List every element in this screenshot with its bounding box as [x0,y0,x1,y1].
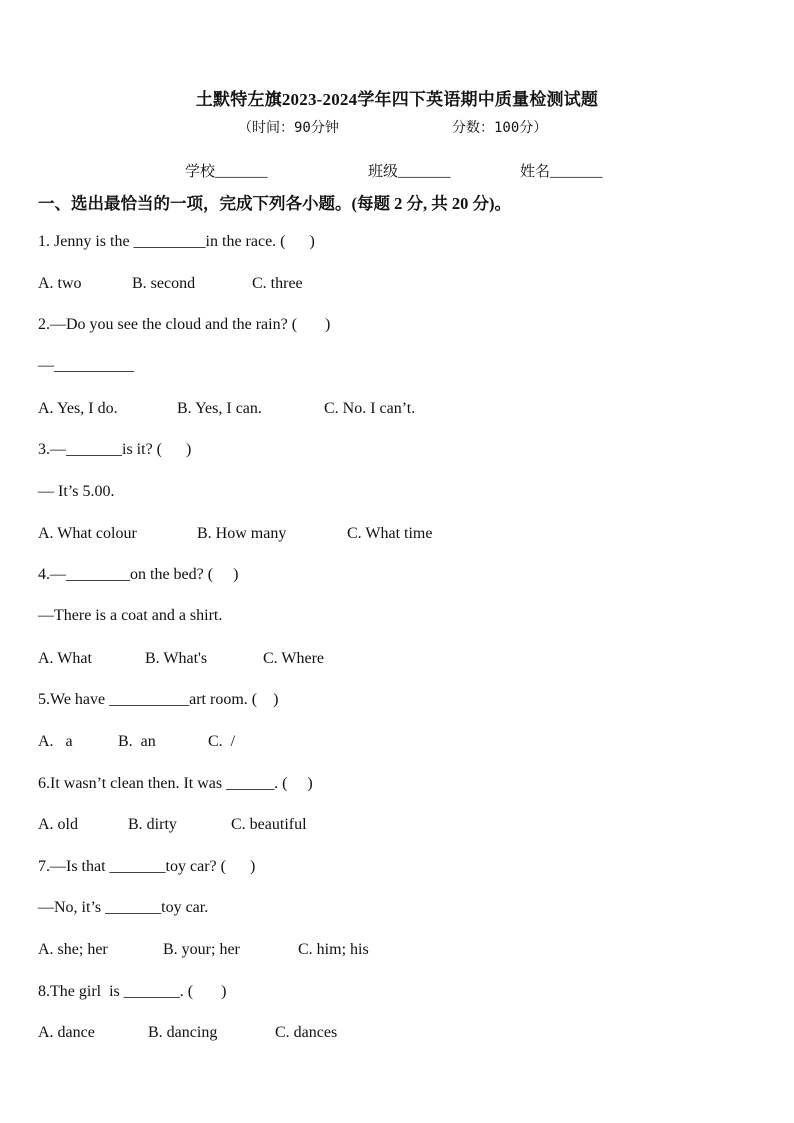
option-b: B. second [132,275,196,292]
option-c: C. three [252,275,303,292]
option-c: C. dances [275,1024,338,1041]
option-a: A. Yes, I do. [38,400,118,417]
question-stem: 7.—Is that _______toy car? ( ) [38,858,256,875]
answer-line: —__________ [38,357,134,374]
option-b: B. an [118,733,156,750]
question-stem: 4.—________on the bed? ( ) [38,566,239,583]
option-c: C. What time [347,525,433,542]
option-c: C. Where [263,650,325,667]
option-c: C. him; his [298,941,369,958]
option-a: A. two [38,275,82,292]
question-stem: 2.—Do you see the cloud and the rain? ( ) [38,316,331,333]
class-field: 班级_______ [368,164,451,180]
option-c: C. / [208,733,236,750]
section-heading: 一、选出最恰当的一项，完成下列各小题。(每题 2 分, 共 20 分)。 [38,194,511,213]
question-stem: 5.We have __________art room. ( ) [38,691,279,708]
exam-time: （时间：90分钟 [238,120,339,136]
option-a: A. a [38,733,73,750]
option-b: B. What's [145,650,208,667]
option-c: C. No. I can’t. [324,400,416,417]
option-b: B. How many [197,525,287,542]
option-b: B. dancing [148,1024,218,1041]
school-field: 学校_______ [185,164,268,180]
question-stem: 1. Jenny is the _________in the race. ( ) [38,233,315,250]
answer-line: —No, it’s _______toy car. [38,899,209,916]
question-stem: 6.It wasn’t clean then. It was ______. ( ) [38,775,313,792]
option-a: A. What colour [38,525,137,542]
answer-line: —There is a coat and a shirt. [38,607,223,624]
option-a: A. old [38,816,78,833]
option-b: B. Yes, I can. [177,400,262,417]
option-c: C. beautiful [231,816,307,833]
page-title: 土默特左旗2023-2024学年四下英语期中质量检测试题 [195,90,599,109]
name-field: 姓名_______ [520,164,603,180]
option-b: B. dirty [128,816,177,833]
question-stem: 8.The girl is _______. ( ) [38,983,227,1000]
answer-line: — It’s 5.00. [38,483,115,500]
option-b: B. your; her [163,941,240,958]
exam-score: 分数：100分） [452,120,548,136]
option-a: A. she; her [38,941,108,958]
option-a: A. dance [38,1024,95,1041]
option-a: A. What [38,650,92,667]
question-stem: 3.—_______is it? ( ) [38,441,192,458]
